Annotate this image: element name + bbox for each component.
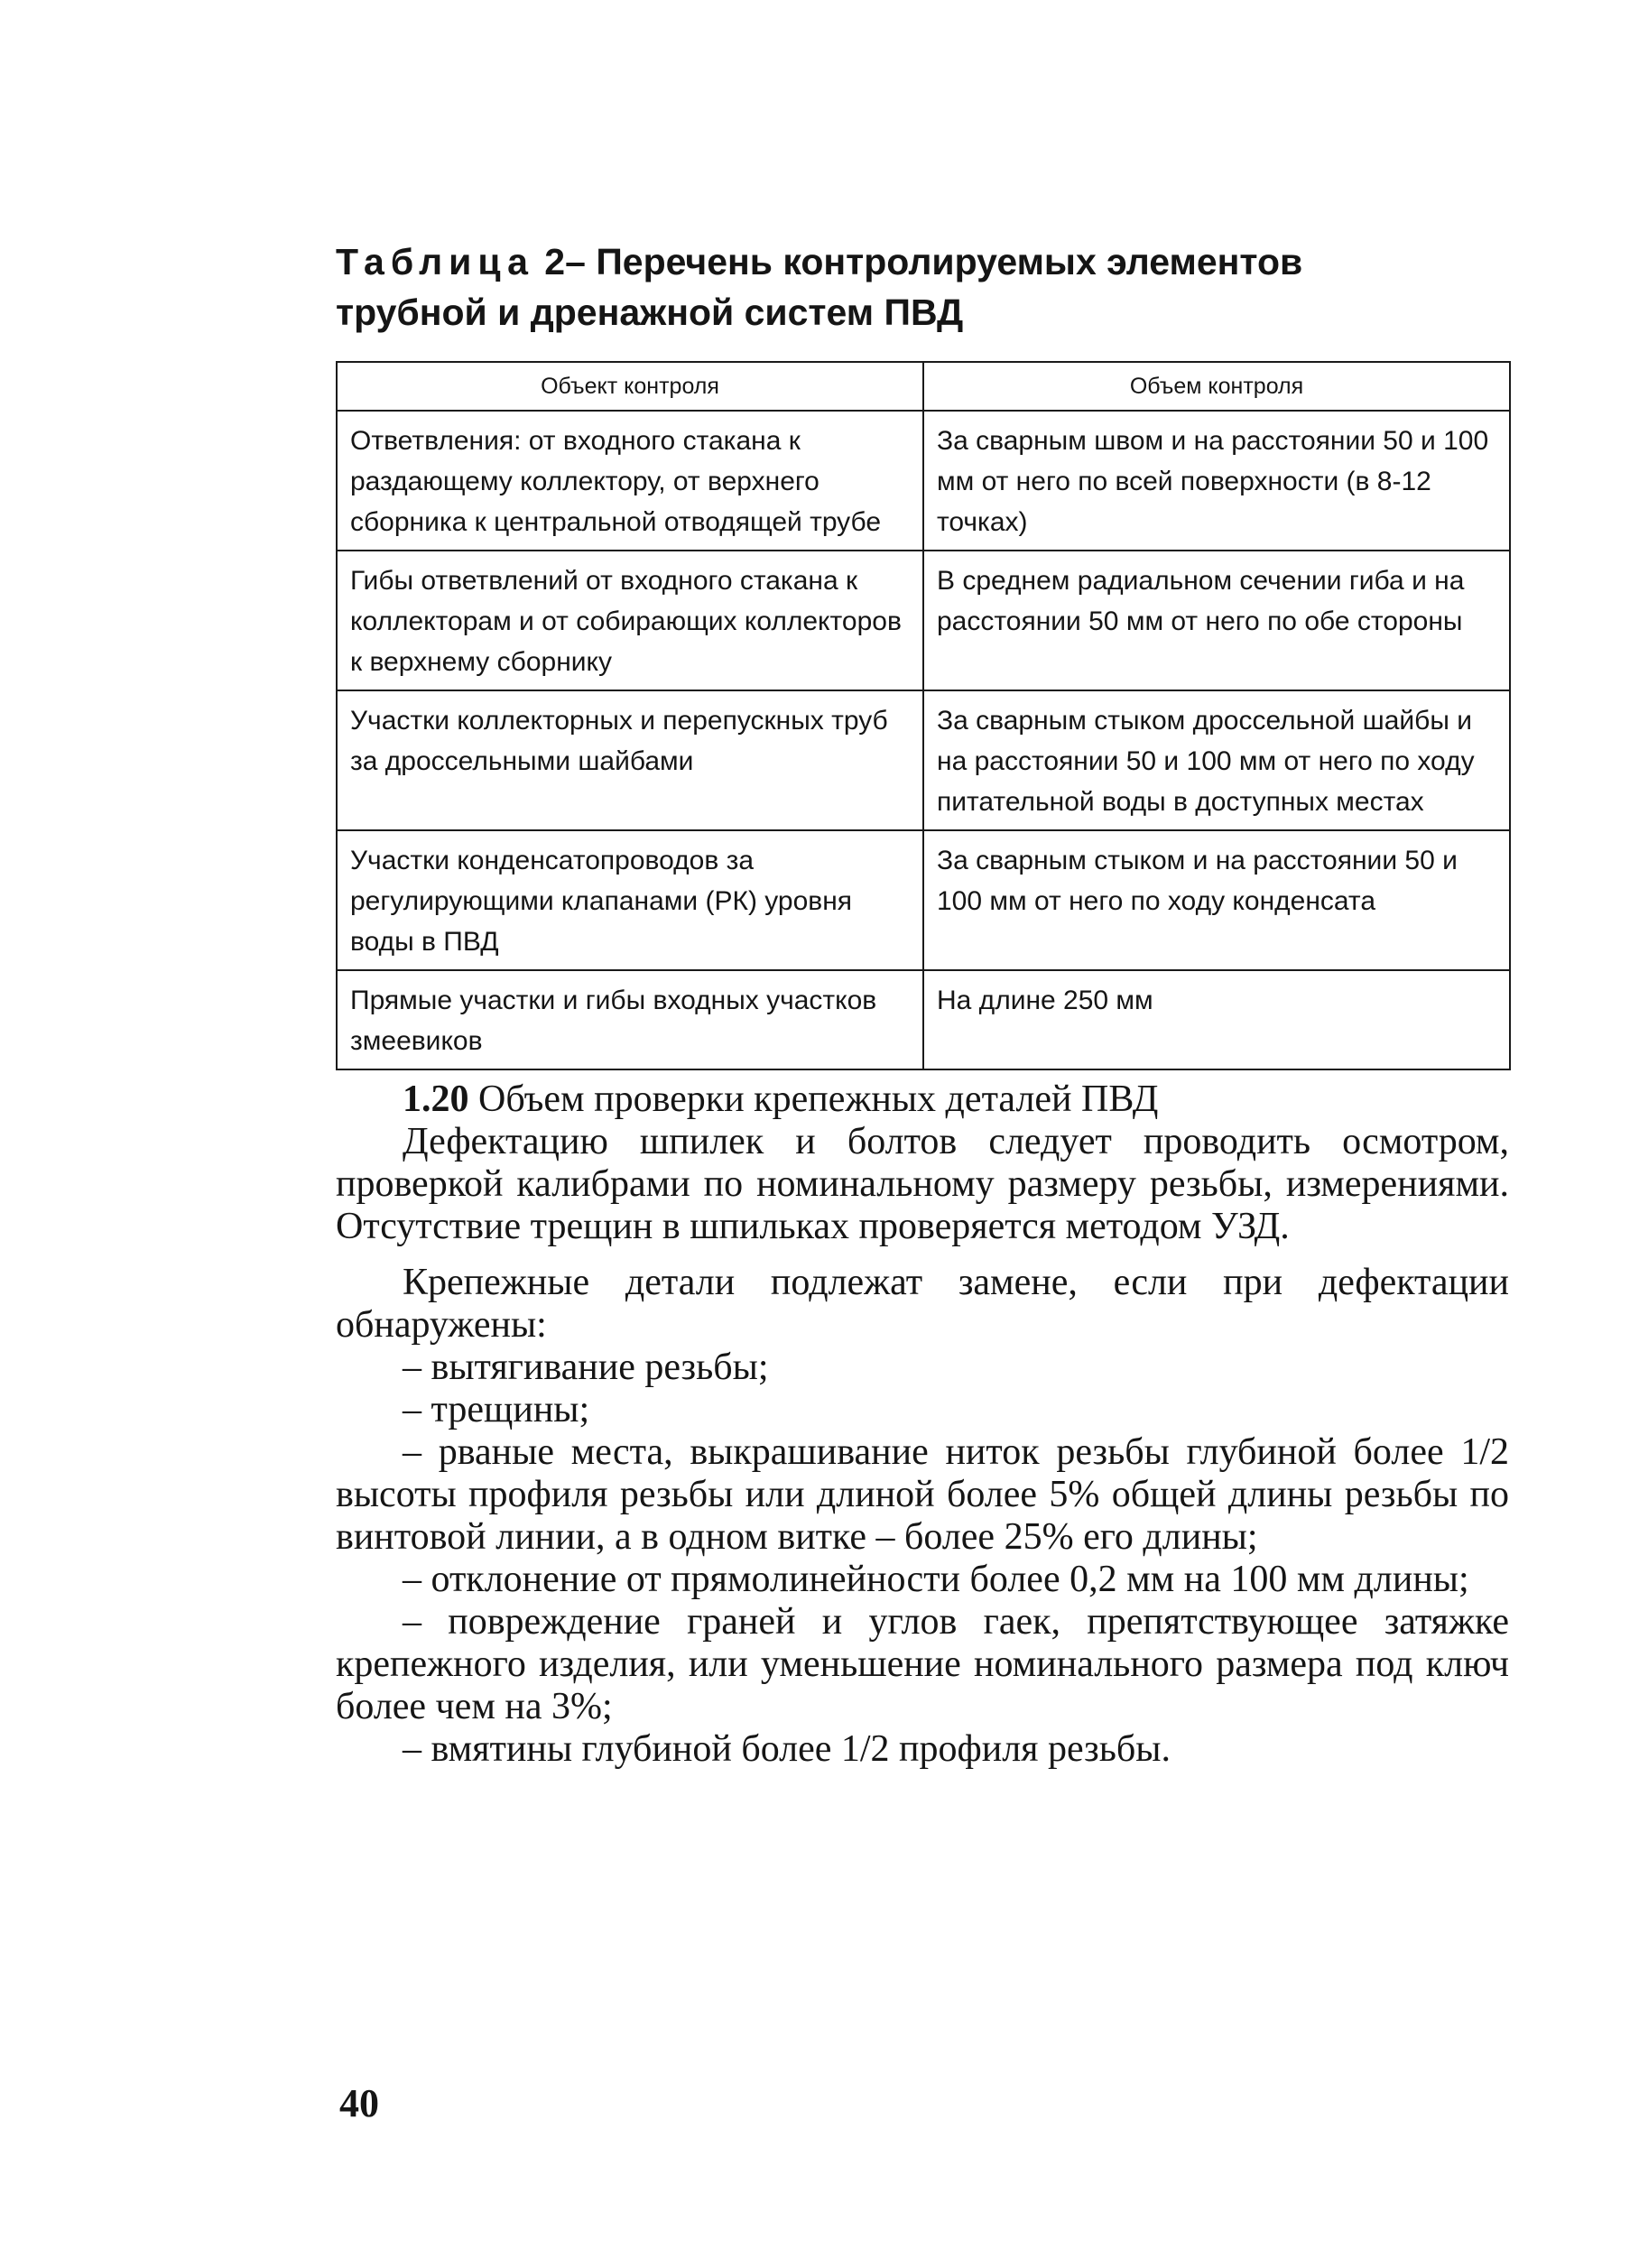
table-header-row [337,362,1510,411]
page-number: 40 [339,2081,379,2125]
paragraph: Крепежные детали подлежат замене, если при дефектации обнаружены: [336,1262,1509,1346]
section-body [336,1078,1509,1771]
paragraph: Дефектацию шпилек и болтов следует проводить осмотром, проверкой калибрами по номинальному размеру резьбы, измерениями. Отсутствие трещин в шпильках проверяется методом УЗД. [336,1121,1509,1247]
table-cell-object: Гибы ответвлений от входного стакана к коллекторам и от собирающих коллекторов к верхнему сборнику [337,551,923,690]
table-cell-scope: За сварным швом и на расстоянии 50 и 100 мм от него по всей поверхности (в 8-12 точках) [923,411,1510,551]
table-cell-scope: На длине 250 мм [923,970,1510,1069]
column-header: Объект контроля [337,362,923,411]
caption-dash: – [565,241,586,282]
list-item: – рваные места, выкрашивание ниток резьбы глубиной более 1/2 высоты профиля резьбы или длиной более 5% общей длины резьбы по винтовой линии, а в одном витке – более 25% его длины; [336,1431,1509,1558]
section-heading [403,1078,1509,1121]
section-title: Объем проверки крепежных деталей ПВД [478,1078,1159,1120]
column-header: Объем контроля [923,362,1510,411]
list-item: – трещины; [403,1389,590,1430]
table-row [337,690,1510,830]
table-cell-object: Участки конденсатопроводов за регулирующими клапанами (РК) уровня воды в ПВД [337,830,923,970]
table-cell-scope: За сварным стыком дроссельной шайбы и на расстоянии 50 и 100 мм от него по ходу питательной воды в доступных местах [923,690,1510,830]
table-cell-object: Участки коллекторных и перепускных труб за дроссельными шайбами [337,690,923,830]
list-item: – вытягивание резьбы; [403,1347,769,1388]
table-row [337,830,1510,970]
table-label: Таблица [336,241,534,282]
table-row [337,551,1510,690]
table-title-line1: Перечень контролируемых элементов [596,241,1303,282]
table-title-line2: трубной и дренажной систем ПВД [336,292,964,333]
table-number: 2 [544,241,566,282]
section-number: 1.20 [403,1078,469,1120]
table-row [337,970,1510,1069]
list-item: – повреждение граней и углов гаек, препятствующее затяжке крепежного изделия, или уменьшение номинального размера под ключ более чем на 3%; [336,1601,1509,1727]
table-cell-scope: В среднем радиальном сечении гиба и на расстоянии 50 мм от него по обе стороны [923,551,1510,690]
table-cell-scope: За сварным стыком и на расстоянии 50 и 100 мм от него по ходу конденсата [923,830,1510,970]
table-cell-object: Ответвления: от входного стакана к раздающему коллектору, от верхнего сборника к центральной отводящей трубе [337,411,923,551]
table-row [337,411,1510,551]
list-item: – отклонение от прямолинейности более 0,2 мм на 100 мм длины; [403,1559,1469,1600]
control-elements-table [336,361,1511,1070]
table-caption [336,236,1527,338]
table-cell-object: Прямые участки и гибы входных участков змеевиков [337,970,923,1069]
list-item: – вмятины глубиной более 1/2 профиля резьбы. [403,1728,1171,1770]
